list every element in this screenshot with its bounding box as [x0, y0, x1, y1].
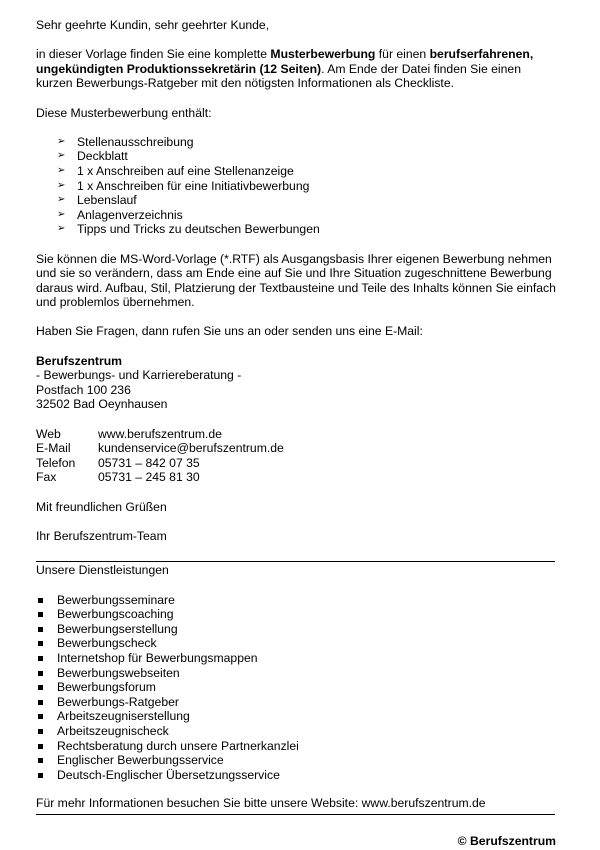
- list-item: Bewerbungserstellung: [36, 622, 556, 637]
- list-item: Bewerbungs-Ratgeber: [36, 695, 556, 710]
- contact-value-email[interactable]: kundenservice@berufszentrum.de: [98, 441, 284, 456]
- list-item: ➢ 1 x Anschreiben auf eine Stellenanzeige: [57, 164, 556, 179]
- more-info-text: Für mehr Informationen besuchen Sie bitte unsere Website: www.berufszentrum.de: [36, 796, 486, 811]
- list-item: Arbeitszeugniserstellung: [36, 709, 556, 724]
- usage-paragraph: Sie können die MS-Word-Vorlage (*.RTF) als Ausgangsbasis Ihrer eigenen Bewerbung nehmen und sie so verändern, dass am Ende eine auf Sie und Ihre Situation zugeschnittene Bewerbung daraus wird. Aufbau, Stil, Platzierung der Textbausteine und Teile des Inhalts können Sie einfach und problemlos übernehmen.: [36, 251, 556, 310]
- closing: Mit freundlichen Grüßen: [36, 499, 167, 514]
- list-item: ➢ Anlagenverzeichnis: [57, 208, 556, 223]
- footer-divider: [36, 814, 555, 815]
- list-item: ➢ Lebenslauf: [57, 193, 556, 208]
- list-item: Englischer Bewerbungsservice: [36, 753, 556, 768]
- divider: [36, 561, 555, 562]
- contact-label-fax: Fax: [36, 470, 57, 485]
- list-item: Bewerbungsforum: [36, 680, 556, 695]
- intro-text-3: . Am Ende der Datei finden Sie einen kurzen Bewerbungs-Ratgeber mit den nötigsten Informationen als Checkliste.: [36, 61, 521, 91]
- intro-text-2: für einen: [375, 47, 430, 62]
- list-item: Rechtsberatung durch unsere Partnerkanzlei: [36, 739, 556, 754]
- intro-bold-2: berufserfahrenen, ungekündigten Produktionssekretärin (12 Seiten): [36, 47, 534, 76]
- company-name: Berufszentrum: [36, 353, 123, 368]
- intro-bold-1: Musterbewerbung: [270, 47, 376, 62]
- list-item: Deutsch-Englischer Übersetzungsservice: [36, 768, 556, 783]
- list-item: Bewerbungsseminare: [36, 593, 556, 608]
- contact-table: [36, 427, 556, 485]
- list-item: Internetshop für Bewerbungsmappen: [36, 651, 556, 666]
- list-item: Bewerbungscheck: [36, 636, 556, 651]
- contact-label-phone: Telefon: [36, 455, 76, 470]
- contact-value-fax: 05731 – 245 81 30: [98, 470, 200, 485]
- postbox: Postfach 100 236: [36, 382, 131, 397]
- salutation: Sehr geehrte Kundin, sehr geehrter Kunde,: [36, 18, 270, 32]
- list-item: ➢ Stellenausschreibung: [57, 135, 556, 150]
- list-item: ➢ Tipps und Tricks zu deutschen Bewerbungen: [57, 222, 556, 237]
- city: 32502 Bad Oeynhausen: [36, 397, 168, 412]
- contact-value-phone: 05731 – 842 07 35: [98, 455, 200, 470]
- contact-label-web: Web: [36, 426, 61, 441]
- contact-value-web[interactable]: www.berufszentrum.de: [98, 426, 222, 441]
- list-item: Arbeitszeugnischeck: [36, 724, 556, 739]
- company-tagline: - Bewerbungs- und Karriereberatung -: [36, 368, 242, 383]
- contact-label-email: E-Mail: [36, 441, 71, 456]
- signature: Ihr Berufszentrum-Team: [36, 528, 167, 543]
- contents-heading: Diese Musterbewerbung enthält:: [36, 105, 212, 120]
- copyright-notice: © Berufszentrum: [457, 834, 556, 848]
- intro-text-1: in dieser Vorlage finden Sie eine komplette: [36, 47, 271, 62]
- list-item: Bewerbungscoaching: [36, 607, 556, 622]
- list-item: Bewerbungswebseiten: [36, 666, 556, 681]
- address-block: [36, 354, 556, 412]
- contents-list: [36, 135, 556, 237]
- questions-paragraph: Haben Sie Fragen, dann rufen Sie uns an oder senden uns eine E-Mail:: [36, 324, 423, 339]
- services-list: [36, 593, 556, 783]
- list-item: ➢ 1 x Anschreiben für eine Initiativbewerbung: [57, 179, 556, 194]
- services-title: Unsere Dienstleistungen: [36, 563, 169, 578]
- list-item: ➢ Deckblatt: [57, 149, 556, 164]
- intro-paragraph: [36, 47, 556, 91]
